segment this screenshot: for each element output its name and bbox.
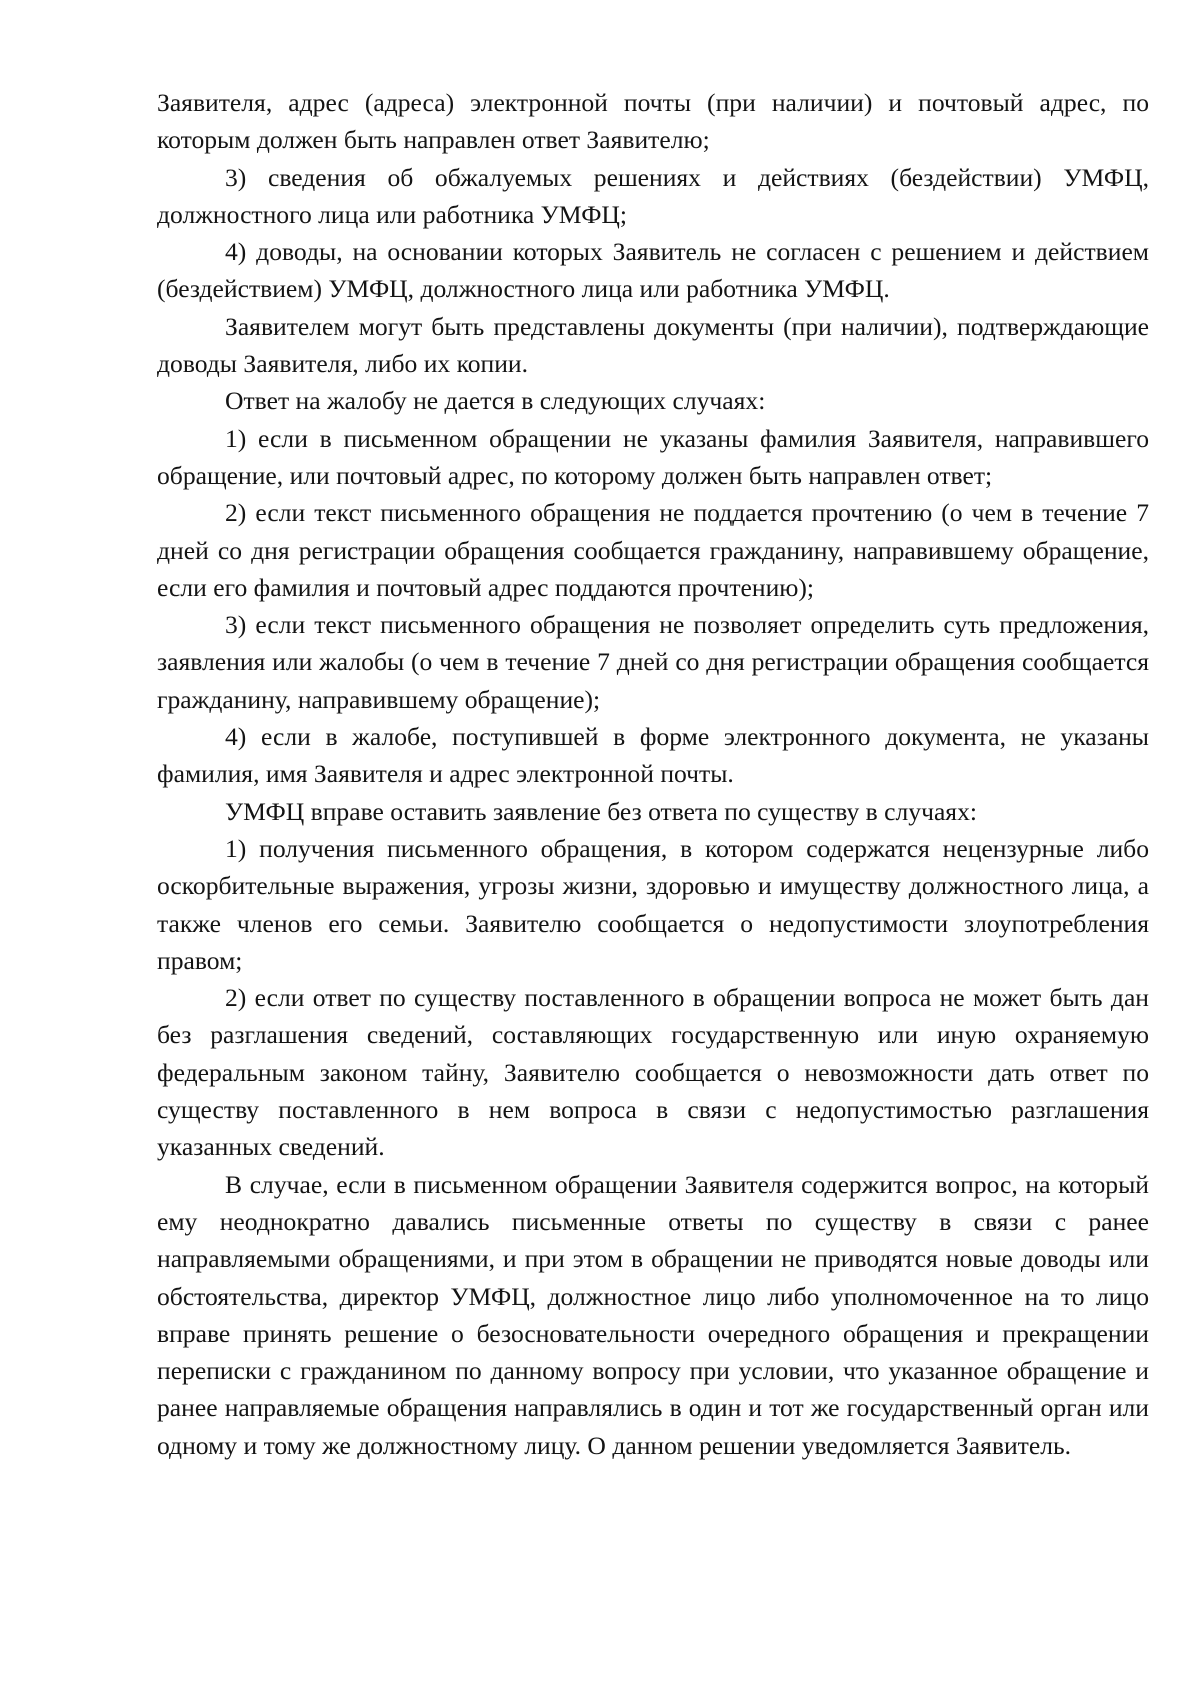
document-body xyxy=(157,84,1149,1464)
paragraph-no-answer-case-4: 4) если в жалобе, поступившей в форме электронного документа, не указаны фамилия, имя Заявителя и адрес электронной почты. xyxy=(157,722,1149,789)
paragraph-leave-unanswered-heading: УМФЦ вправе оставить заявление без ответа по существу в случаях: xyxy=(225,796,977,826)
paragraph-no-answer-heading: Ответ на жалобу не дается в следующих случаях: xyxy=(225,386,766,416)
paragraph-item-4-arguments: 4) доводы, на основании которых Заявитель не согласен с решением и действием (бездействием) УМФЦ, должностного лица или работника УМФЦ. xyxy=(157,237,1149,304)
paragraph-no-answer-case-3: 3) если текст письменного обращения не позволяет определить суть предложения, заявления или жалобы (о чем в течение 7 дней со дня регистрации обращения сообщается гражданину, направившему обращение); xyxy=(157,610,1149,714)
paragraph-no-answer-case-1: 1) если в письменном обращении не указаны фамилия Заявителя, направившего обращение, или почтовый адрес, по которому должен быть направлен ответ; xyxy=(157,423,1149,490)
paragraph-no-answer-case-2: 2) если текст письменного обращения не поддается прочтению (о чем в течение 7 дней со дня регистрации обращения сообщается гражданину, направившему обращение, если его фамилия и почтовый адрес поддаются прочтению); xyxy=(157,498,1149,602)
paragraph-supporting-documents: Заявителем могут быть представлены документы (при наличии), подтверждающие доводы Заявителя, либо их копии. xyxy=(157,311,1149,379)
paragraph-repeated-appeals: В случае, если в письменном обращении Заявителя содержится вопрос, на который ему неоднократно давались письменные ответы по существу в связи с ранее направляемыми обращениями, и при этом в обращении не приводятся новые доводы или обстоятельства, директор УМФЦ, должностное лицо либо уполномоченное на то лицо вправе принять решение о безосновательности очередного обращения и прекращении переписки с гражданином по данному вопросу при условии, что указанное обращение и ранее направляемые обращения направлялись в один и тот же государственный орган или одному и тому же должностному лицу. О данном решении уведомляется Заявитель. xyxy=(157,1169,1149,1460)
paragraph-leave-unanswered-case-2: 2) если ответ по существу поставленного в обращении вопроса не может быть дан без разглашения сведений, составляющих государственную или иную охраняемую федеральным законом тайну, Заявителю сообщается о невозможности дать ответ по существу поставленного в нем вопроса в связи с недопустимостью разглашения указанных сведений. xyxy=(157,983,1149,1162)
paragraph-leave-unanswered-case-1: 1) получения письменного обращения, в котором содержатся нецензурные либо оскорбительные выражения, угрозы жизни, здоровью и имуществу должностного лица, а также членов его семьи. Заявителю сообщается о недопустимости злоупотребления правом; xyxy=(157,833,1149,975)
paragraph-item-3-subject: 3) сведения об обжалуемых решениях и действиях (бездействии) УМФЦ, должностного лица или работника УМФЦ; xyxy=(157,162,1149,229)
paragraph-continuation: Заявителя, адрес (адреса) электронной почты (при наличии) и почтовый адрес, по которым должен быть направлен ответ Заявителю; xyxy=(157,88,1149,155)
